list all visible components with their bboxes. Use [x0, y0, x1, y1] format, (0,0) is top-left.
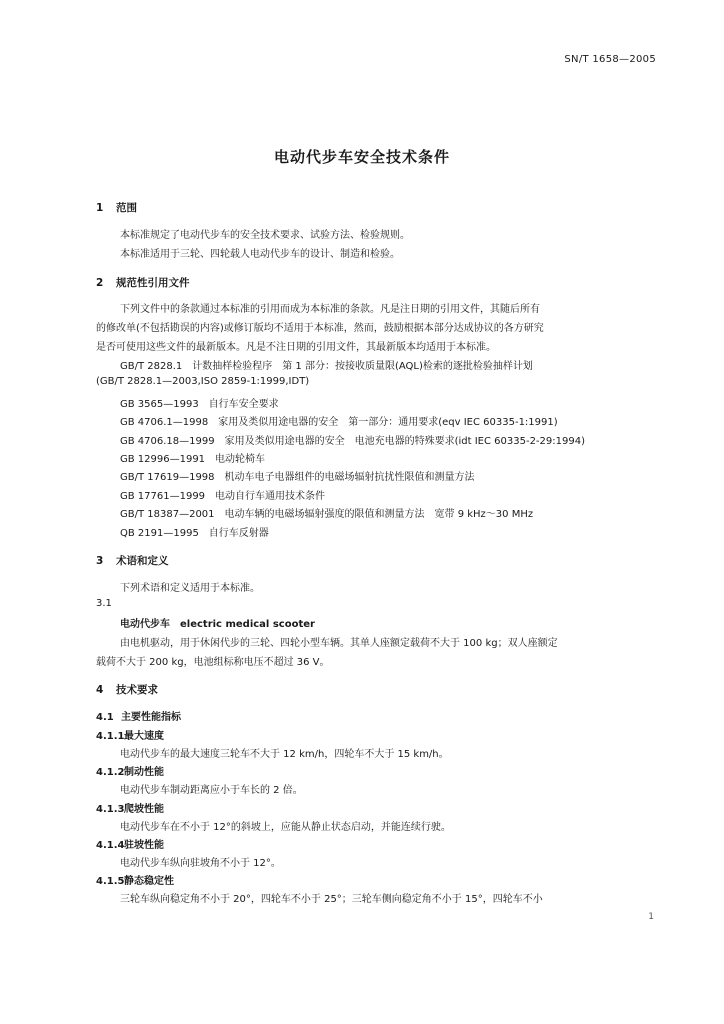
clause-text: 电动代步车在不小于 12°的斜坡上，应能从静止状态启动，并能连续行驶。 — [120, 822, 451, 833]
term-definition: 由电机驱动，用于休闲代步的三轮、四轮小型车辆。其单人座额定载荷不大于 100 kg；双人座额定 — [120, 638, 558, 649]
clause-number: 4.1.1 — [96, 731, 125, 742]
clause-title: 最大速度 — [124, 731, 164, 742]
clause-title: 爬坡性能 — [124, 804, 164, 815]
section-2-heading — [96, 275, 190, 290]
reference-item: GB/T 2828.1 计数抽样检验程序 第 1 部分：按接收质量限(AQL)检索的逐批检验抽样计划 — [120, 361, 533, 372]
paragraph: 是否可使用这些文件的最新版本。凡是不注日期的引用文件，其最新版本均适用于本标准。 — [96, 342, 496, 353]
term-entry — [120, 615, 315, 630]
reference-item: GB/T 18387—2001 电动车辆的电磁场辐射强度的限值和测量方法 宽带 9 kHz～30 MHz — [120, 509, 534, 520]
section-1-heading — [96, 200, 137, 215]
clause-heading — [96, 836, 164, 851]
clause-heading — [96, 727, 164, 742]
reference-item: GB 3565—1993 自行车安全要求 — [120, 399, 279, 410]
clause-title: 驻坡性能 — [124, 840, 164, 851]
document-title: 电动代步车安全技术条件 — [273, 148, 450, 166]
term-english: electric medical scooter — [180, 619, 315, 630]
clause-text: 三轮车纵向稳定角不小于 20°，四轮车不小于 25°；三轮车侧向稳定角不小于 15°，四轮车不小 — [120, 894, 543, 905]
clause-text: 电动代步车制动距离应小于车长的 2 倍。 — [120, 785, 303, 796]
section-title: 技术要求 — [116, 684, 158, 696]
paragraph: 的修改单(不包括勘误的内容)或修订版均不适用于本标准，然而，鼓励根据本部分达成协议的各方研究 — [96, 323, 544, 334]
section-number: 1 — [96, 202, 104, 214]
paragraph: 本标准规定了电动代步车的安全技术要求、试验方法、检验规则。 — [120, 230, 410, 241]
reference-item: QB 2191—1995 自行车反射器 — [120, 528, 269, 539]
clause-number: 4.1.4 — [96, 840, 125, 851]
page-number: 1 — [648, 912, 654, 922]
reference-item: GB 17761—1999 电动自行车通用技术条件 — [120, 491, 326, 502]
term-number: 3.1 — [96, 598, 112, 609]
clause-title: 制动性能 — [124, 767, 164, 778]
reference-item: GB 12996—1991 电动轮椅车 — [120, 454, 266, 465]
section-3-heading — [96, 553, 169, 568]
clause-number: 4.1.3 — [96, 804, 125, 815]
clause-heading — [96, 763, 164, 778]
reference-item: (GB/T 2828.1—2003,ISO 2859-1:1999,IDT) — [96, 376, 310, 387]
standard-code: SN/T 1658—2005 — [564, 54, 656, 65]
section-title: 术语和定义 — [116, 555, 169, 567]
paragraph: 下列术语和定义适用于本标准。 — [120, 583, 260, 594]
subsection-title: 主要性能指标 — [121, 712, 181, 723]
section-title: 范围 — [116, 202, 137, 214]
section-number: 3 — [96, 555, 104, 567]
paragraph: 下列文件中的条款通过本标准的引用而成为本标准的条款。凡是注日期的引用文件，其随后所有 — [120, 304, 540, 315]
clause-text: 电动代步车的最大速度三轮车不大于 12 km/h，四轮车不大于 15 km/h。 — [120, 749, 449, 760]
term-definition: 载荷不大于 200 kg，电池组标称电压不超过 36 V。 — [96, 657, 330, 668]
clause-number: 4.1.5 — [96, 876, 125, 887]
section-4-heading — [96, 682, 158, 697]
clause-title: 静态稳定性 — [124, 876, 174, 887]
subsection-4-1-heading — [96, 708, 181, 723]
term-chinese: 电动代步车 — [120, 619, 170, 630]
subsection-number: 4.1 — [96, 712, 114, 723]
clause-number: 4.1.2 — [96, 767, 125, 778]
clause-text: 电动代步车纵向驻坡角不小于 12°。 — [120, 858, 281, 869]
section-number: 2 — [96, 277, 104, 289]
section-title: 规范性引用文件 — [116, 277, 190, 289]
reference-item: GB 4706.1—1998 家用及类似用途电器的安全 第一部分：通用要求(eqv IEC 60335-1:1991) — [120, 417, 558, 428]
reference-item: GB/T 17619—1998 机动车电子电器组件的电磁场辐射抗扰性限值和测量方法 — [120, 472, 475, 483]
clause-heading — [96, 872, 174, 887]
clause-heading — [96, 800, 164, 815]
reference-item: GB 4706.18—1999 家用及类似用途电器的安全 电池充电器的特殊要求(idt IEC 60335-2-29:1994) — [120, 436, 585, 447]
paragraph: 本标准适用于三轮、四轮载人电动代步车的设计、制造和检验。 — [120, 249, 400, 260]
section-number: 4 — [96, 684, 104, 696]
